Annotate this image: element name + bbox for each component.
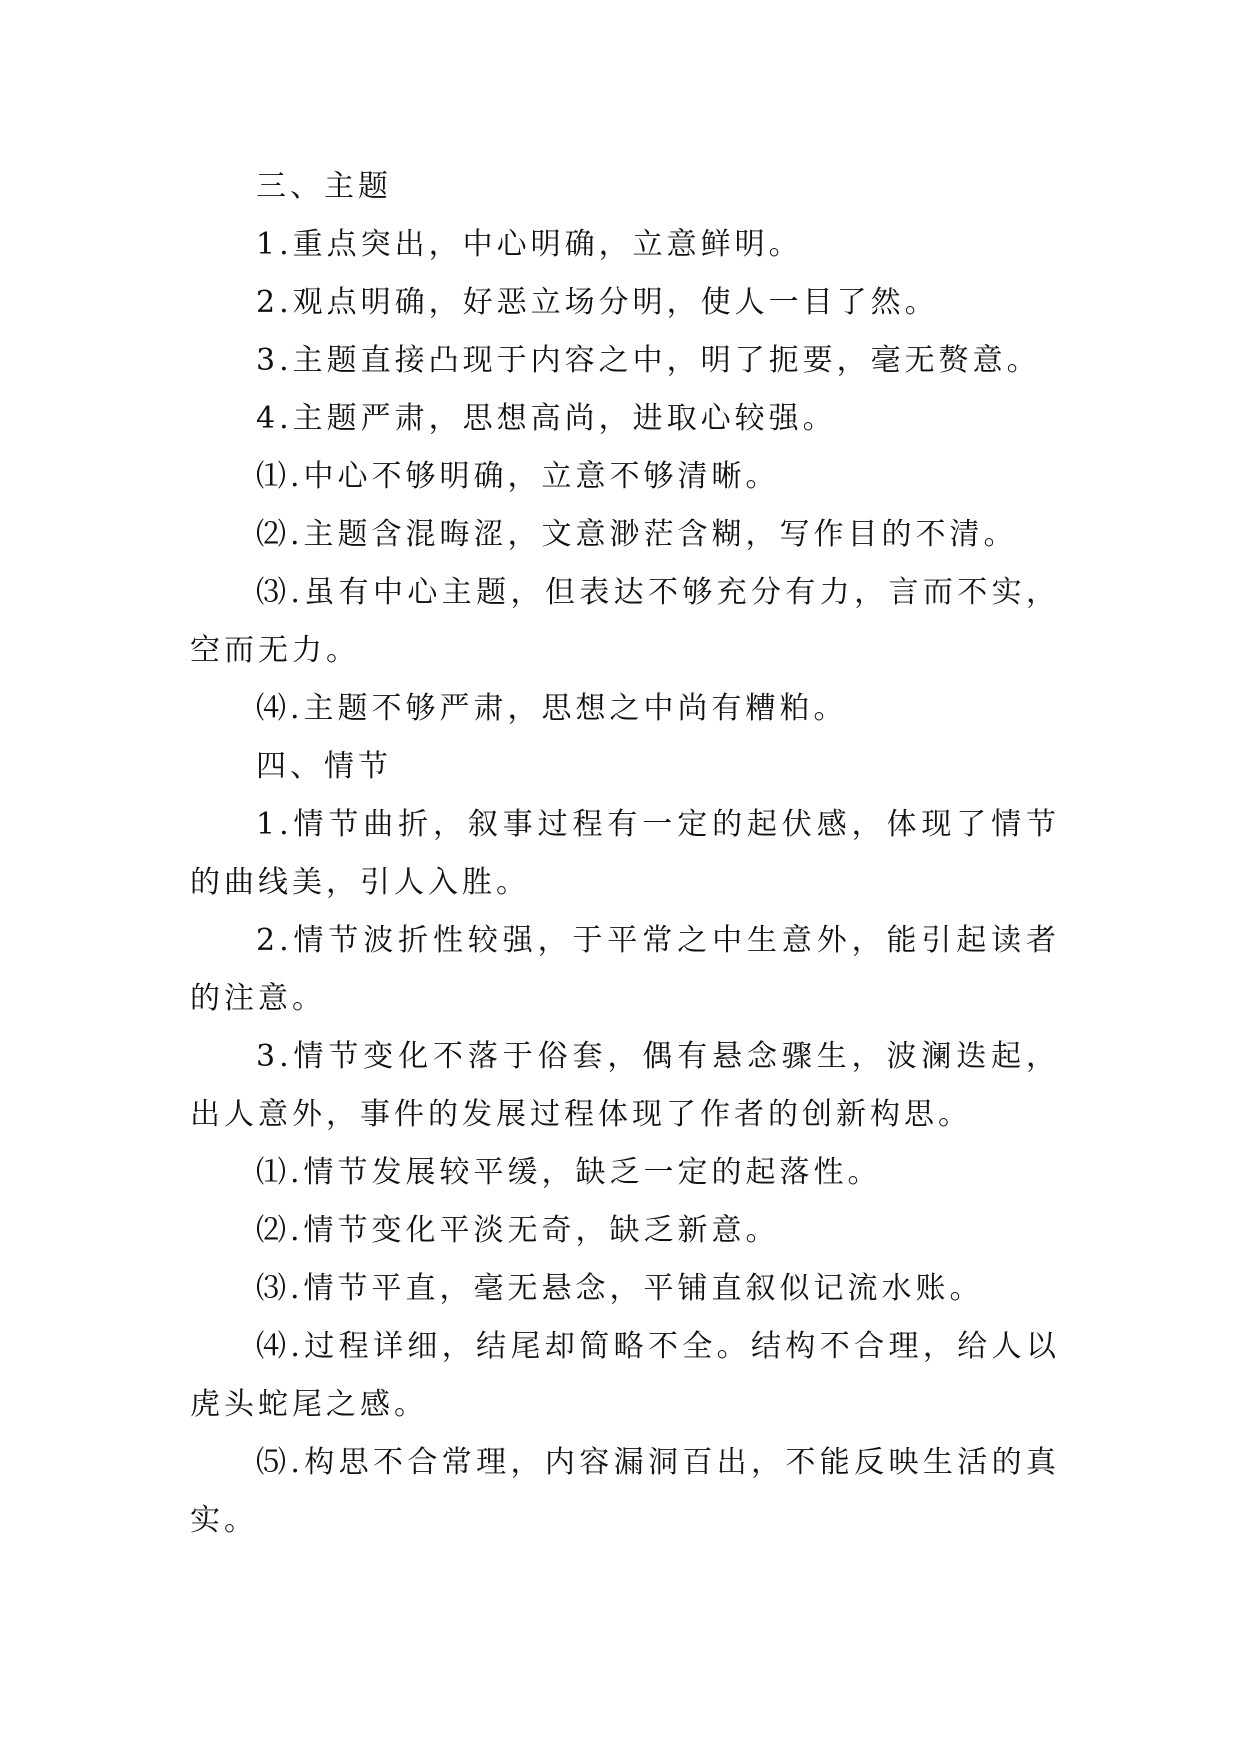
paragraph: 1.重点突出，中心明确，立意鲜明。	[256, 227, 803, 262]
paragraph: ⑴.中心不够明确，立意不够清晰。	[256, 459, 780, 494]
paragraph: ⑵.主题含混晦涩，文意渺茫含糊，写作目的不清。	[256, 517, 1018, 552]
paragraph: ⑷.过程详细，结尾却简略不全。结构不合理，给人以虎头蛇尾之感。	[190, 1329, 1060, 1422]
paragraph: 3.情节变化不落于俗套，偶有悬念骤生，波澜迭起，出人意外，事件的发展过程体现了作者的创新构思。	[190, 1039, 1060, 1132]
paragraph: 2.情节波折性较强，于平常之中生意外，能引起读者的注意。	[190, 923, 1060, 1016]
section-heading-plot: 四、情节	[256, 749, 392, 784]
paragraph: ⑵.情节变化平淡无奇，缺乏新意。	[256, 1213, 780, 1248]
paragraph: 3.主题直接凸现于内容之中，明了扼要，毫无赘意。	[256, 343, 1041, 378]
paragraph: 2.观点明确，好恶立场分明，使人一目了然。	[256, 285, 939, 320]
paragraph: ⑸.构思不合常理，内容漏洞百出，不能反映生活的真实。	[190, 1445, 1060, 1538]
paragraph: ⑷.主题不够严肃，思想之中尚有糟粕。	[256, 691, 848, 726]
section-heading-theme: 三、主题	[256, 169, 392, 204]
paragraph: 4.主题严肃，思想高尚，进取心较强。	[256, 401, 837, 436]
paragraph: ⑴.情节发展较平缓，缺乏一定的起落性。	[256, 1155, 882, 1190]
paragraph: 1.情节曲折，叙事过程有一定的起伏感，体现了情节的曲线美，引人入胜。	[190, 807, 1060, 900]
document-body	[190, 158, 1060, 1550]
paragraph: ⑶.情节平直，毫无悬念，平铺直叙似记流水账。	[256, 1271, 984, 1306]
paragraph: ⑶.虽有中心主题，但表达不够充分有力，言而不实，空而无力。	[190, 575, 1060, 668]
